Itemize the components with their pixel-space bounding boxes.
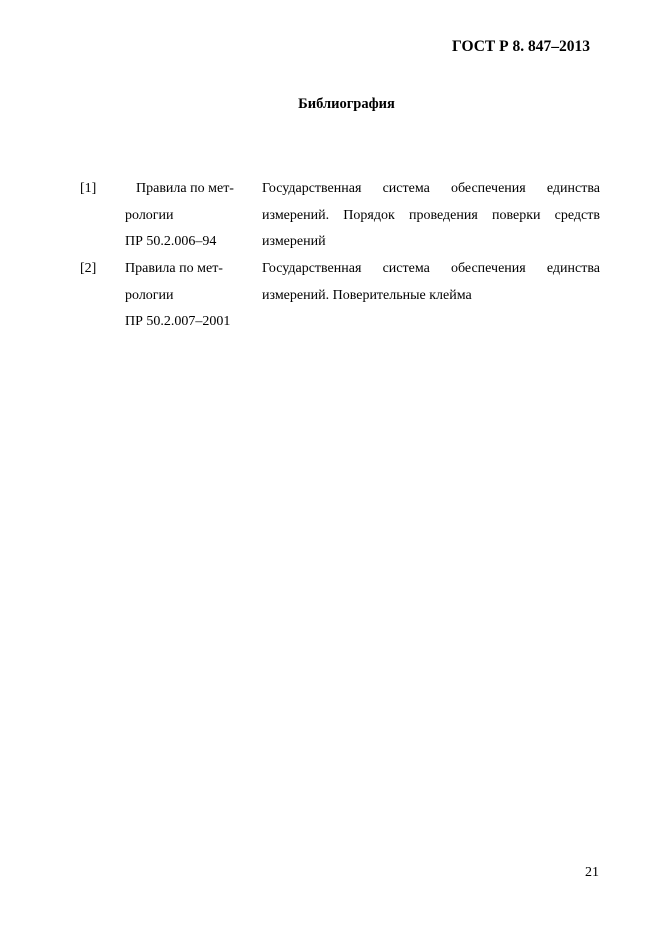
entry-description (262, 256, 600, 309)
bibliography-entry (80, 176, 600, 256)
entry-description (262, 176, 600, 256)
description-line: Государственная система обеспечения единства (262, 181, 600, 196)
reference-line: Правила по мет- (136, 181, 234, 196)
description-line: измерений. Порядок проведения поверки средств (262, 207, 600, 223)
document-code: ГОСТ Р 8. 847–2013 (452, 38, 590, 55)
reference-line: ПР 50.2.007–2001 (125, 314, 231, 329)
page-number: 21 (585, 865, 599, 880)
entry-reference (125, 256, 255, 336)
reference-line: рологии (125, 287, 174, 303)
entry-number: [2] (80, 261, 97, 276)
description-line: Государственная система обеспечения единства (262, 261, 600, 276)
reference-line: рологии (125, 207, 174, 223)
reference-line: Правила по мет- (125, 261, 223, 276)
entry-number: [1] (80, 181, 97, 196)
reference-line: ПР 50.2.006–94 (125, 234, 217, 249)
description-line: измерений (262, 234, 326, 249)
description-line: измерений. Поверительные клейма (262, 287, 472, 303)
entry-reference (125, 176, 255, 256)
section-title: Библиография (298, 96, 395, 112)
bibliography-list (80, 176, 600, 336)
bibliography-entry (80, 256, 600, 336)
